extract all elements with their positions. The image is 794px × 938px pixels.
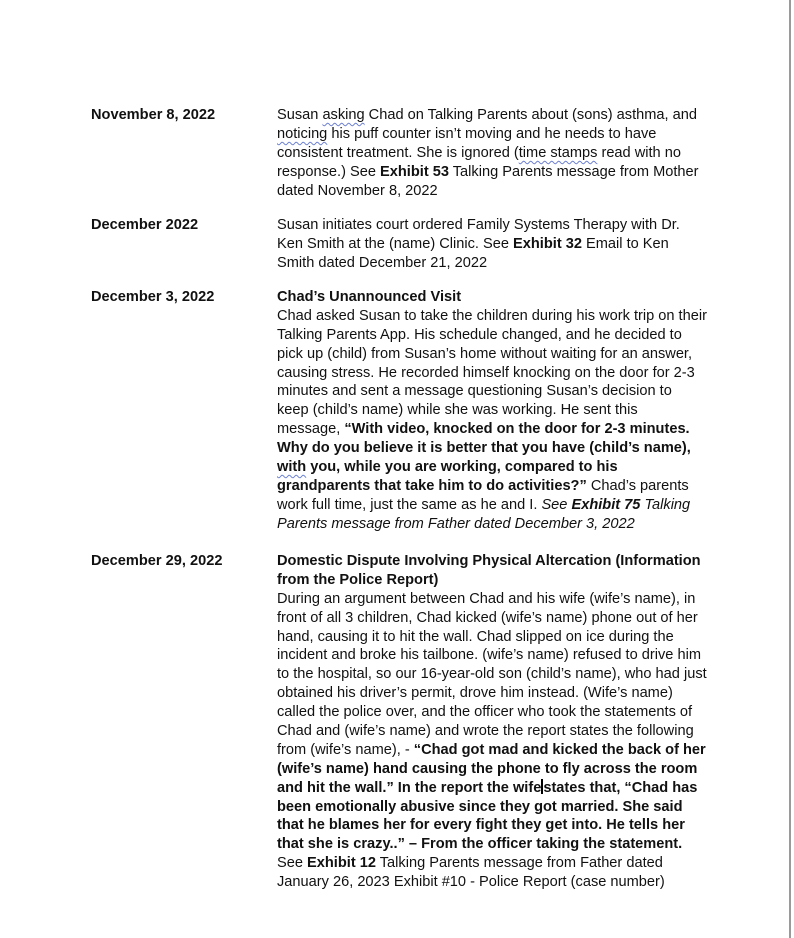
- text-line: [277, 741, 717, 760]
- text-run: Talking Parents App. His schedule changed, and he decided to: [277, 326, 682, 343]
- text-run: Chad on Talking Parents about (sons) asthma, and: [364, 107, 697, 123]
- text-run: (wife’s name) hand causing the phone to fly across the room: [277, 760, 698, 777]
- text-run: that she is crazy..” – From the officer taking the statement.: [277, 836, 683, 853]
- text-line: [277, 106, 717, 125]
- text-run: incident and broke his tailbone. (wife’s name) refused to drive him: [277, 647, 701, 664]
- text-run: Exhibit 53: [380, 163, 449, 180]
- text-run: grandparents that take him to do activities?”: [277, 477, 587, 494]
- text-run: Exhibit 75: [571, 496, 641, 513]
- text-run: message,: [277, 421, 345, 438]
- text-run: pick up (child) from Susan’s home without waiting for an answer,: [277, 345, 693, 362]
- entry-description: [277, 288, 717, 534]
- text-line: [277, 816, 717, 835]
- text-run: Parents message from Father dated December 3, 2022: [277, 515, 635, 532]
- text-line: [277, 571, 717, 590]
- text-run: Email to Ken: [581, 235, 669, 252]
- text-line: [277, 182, 717, 201]
- text-run: Chad asked Susan to take the children during his work trip on their: [277, 307, 707, 324]
- text-run: from the Police Report): [277, 571, 439, 588]
- text-line: [277, 401, 717, 420]
- text-run: Chad’s parents: [586, 477, 689, 494]
- text-run: dated November 8, 2022: [277, 182, 438, 199]
- text-line: [277, 163, 717, 182]
- text-line: [277, 382, 717, 401]
- text-run: January 26, 2023 Exhibit #10 - Police Report (case number): [277, 874, 665, 891]
- text-line: [277, 515, 717, 534]
- text-run: During an argument between Chad and his wife (wife’s name), in: [277, 590, 696, 607]
- spellcheck-flagged-text: with: [277, 459, 307, 476]
- text-run: See: [541, 496, 572, 513]
- text-line: [277, 703, 717, 722]
- text-line: [277, 684, 717, 703]
- text-run: causing stress. He recorded himself knocking on the door for 2-3: [277, 364, 695, 381]
- text-run: Susan initiates court ordered Family Systems Therapy with Dr.: [277, 217, 680, 233]
- text-line: [277, 364, 717, 383]
- spellcheck-flagged-text: time stamps: [518, 144, 598, 161]
- text-run: Chad’s Unannounced Visit: [277, 289, 462, 305]
- text-line: [277, 288, 717, 307]
- text-run: “Chad got mad and kicked the back of her: [413, 741, 706, 758]
- text-run: Exhibit 12: [307, 855, 376, 872]
- text-run: you, while you are working, compared to his: [306, 459, 618, 476]
- text-run: from (wife’s name), -: [277, 741, 414, 758]
- spellcheck-flagged-text: noticing: [277, 125, 328, 142]
- text-run: to the hospital, so our 16-year-old son (child’s name), who had just: [277, 666, 707, 683]
- text-run: front of all 3 children, Chad kicked (wife’s name) phone out of her: [277, 609, 698, 626]
- text-run: minutes and sent a message questioning Susan’s decision to: [277, 383, 672, 400]
- text-line: [277, 216, 717, 235]
- text-run: Ken Smith at the (name) Clinic. See: [277, 235, 514, 252]
- text-run: “With video, knocked on the door for 2-3 minutes.: [344, 421, 690, 438]
- text-line: [277, 496, 717, 515]
- text-line: [277, 254, 717, 273]
- entry-date: December 3, 2022: [91, 289, 215, 305]
- text-line: [277, 345, 717, 364]
- text-line: [277, 760, 717, 779]
- page-edge-divider: [789, 0, 791, 938]
- entry-description: [277, 552, 717, 892]
- text-run: Talking Parents message from Mother: [448, 163, 699, 180]
- text-line: [277, 458, 717, 477]
- text-run: consistent treatment. She is ignored (: [277, 144, 519, 161]
- text-line: [277, 628, 717, 647]
- text-run: and hit the wall.” In the report the wife: [277, 779, 542, 796]
- text-run: been emotionally abusive since they got married. She said: [277, 798, 683, 815]
- text-line: [277, 798, 717, 817]
- text-run: Domestic Dispute Involving Physical Altercation (Information: [277, 553, 701, 569]
- text-line: [277, 235, 717, 254]
- text-run: keep (child’s name) while she was working. He sent this: [277, 402, 638, 419]
- text-run: Why do you believe it is better that you have (child’s name),: [277, 440, 691, 457]
- text-line: [277, 835, 717, 854]
- text-run: Smith dated December 21, 2022: [277, 254, 488, 271]
- entry-description: [277, 106, 717, 200]
- text-line: [277, 326, 717, 345]
- text-run: hand, causing it to hit the wall. Chad slipped on ice during the: [277, 628, 674, 645]
- text-run: read with no: [597, 144, 681, 161]
- text-run: Talking Parents message from Father dated: [375, 855, 663, 872]
- text-run: Exhibit 32: [513, 235, 582, 252]
- text-run: his puff counter isn’t moving and he needs to have: [327, 125, 657, 142]
- text-run: states that, “Chad has: [543, 779, 698, 796]
- text-run: Chad and (wife’s name) and wrote the report states the following: [277, 723, 694, 740]
- text-line: [277, 552, 717, 571]
- text-line: [277, 125, 717, 144]
- text-run: Talking: [640, 496, 691, 513]
- entry-description: [277, 216, 717, 273]
- text-line: [277, 420, 717, 439]
- text-line: [277, 665, 717, 684]
- entry-date: December 29, 2022: [91, 553, 223, 569]
- text-run: that he blames her for every fight they get into. He tells her: [277, 817, 685, 834]
- text-line: [277, 779, 717, 798]
- text-line: [277, 609, 717, 628]
- text-line: [277, 439, 717, 458]
- text-run: response.) See: [277, 163, 381, 180]
- text-line: [277, 590, 717, 609]
- text-run: Susan: [277, 107, 323, 123]
- text-line: [277, 307, 717, 326]
- text-line: [277, 477, 717, 496]
- text-run: See: [277, 855, 308, 872]
- spellcheck-flagged-text: asking: [322, 107, 365, 123]
- text-line: [277, 646, 717, 665]
- text-line: [277, 854, 717, 873]
- entry-date: November 8, 2022: [91, 107, 216, 123]
- text-run: called the police over, and the officer who took the statements of: [277, 704, 693, 721]
- text-line: [277, 722, 717, 741]
- text-run: work full time, just the same as he and I.: [277, 496, 542, 513]
- text-line: [277, 144, 717, 163]
- text-run: obtained his driver’s permit, drove him instead. (Wife’s name): [277, 685, 673, 702]
- entry-date: December 2022: [91, 217, 199, 233]
- text-line: [277, 873, 717, 892]
